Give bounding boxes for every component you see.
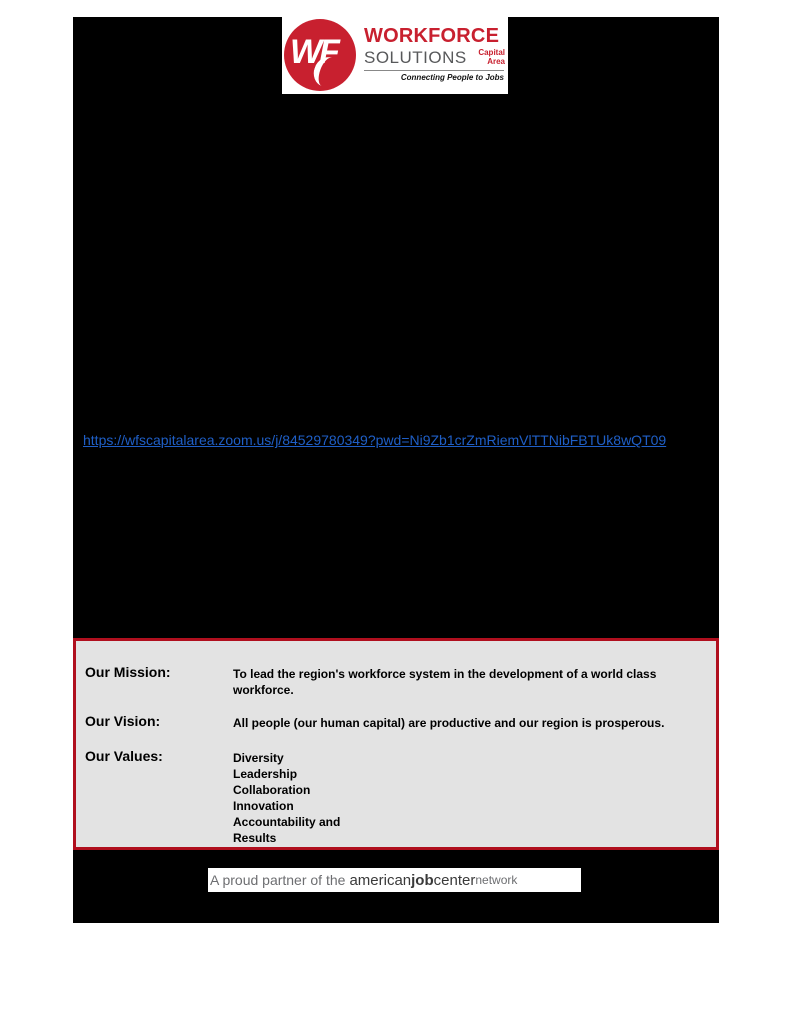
partner-american: american (349, 871, 412, 889)
logo-brand-line1: WORKFORCE (364, 25, 500, 47)
partner-job: job (411, 871, 434, 889)
logo-initials: WF (290, 33, 337, 71)
zoom-meeting-link[interactable]: https://wfscapitalarea.zoom.us/j/84529780349?pwd=Ni9Zb1crZmRiemVlTTNibFBTUk8wQT09 (83, 432, 667, 448)
value-item: Innovation (233, 799, 294, 813)
values-list (233, 750, 703, 846)
logo-brand-line2: SOLUTIONS (364, 48, 467, 67)
mission-label: Our Mission: (85, 664, 171, 680)
partner-prefix: A proud partner of the (210, 872, 346, 888)
workforce-solutions-logo (282, 17, 508, 94)
partner-center: center (433, 871, 476, 889)
mission-vision-values-box (73, 638, 719, 850)
value-item: Diversity (233, 751, 284, 765)
american-job-center-partner-badge (208, 868, 581, 892)
values-label: Our Values: (85, 748, 163, 764)
mission-text: To lead the region's workforce system in the development of a world class workforce. (233, 667, 657, 697)
value-item: Leadership (233, 767, 298, 781)
partner-suffix: network (475, 873, 518, 887)
logo-tagline: Connecting People to Jobs (400, 73, 504, 82)
value-item: Accountability and (233, 815, 341, 829)
logo-region: Capital Area (478, 48, 505, 66)
value-item: Collaboration (233, 783, 311, 797)
vision-label: Our Vision: (85, 713, 161, 729)
vision-text: All people (our human capital) are productive and our region is prosperous. (233, 716, 665, 730)
value-item: Results (233, 831, 277, 845)
logo-mark-icon (284, 19, 356, 91)
